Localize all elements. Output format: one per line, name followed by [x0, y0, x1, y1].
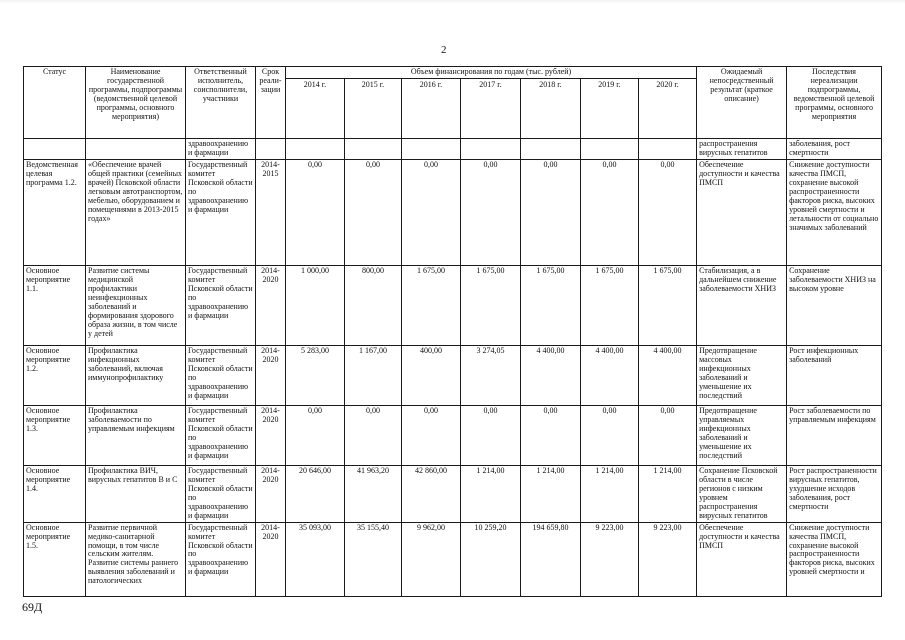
row-value: 194 659,80: [521, 522, 581, 596]
row-value: 0,00: [402, 159, 461, 265]
row-value: 1 214,00: [461, 465, 521, 522]
row-name: Профилактика заболеваемости по управляемым инфекциям: [86, 405, 186, 465]
row-result: Сохранение Псковской области в числе регионов с низким уровнем распространения вирусных гепатитов: [697, 465, 787, 522]
table-row: [24, 159, 882, 265]
row-value: 4 400,00: [581, 345, 639, 405]
row-value: 1 675,00: [639, 265, 697, 345]
row-value: 0,00: [639, 405, 697, 465]
header-year: 2014 г.: [286, 79, 345, 139]
row-value: 4 400,00: [639, 345, 697, 405]
row-value: 0,00: [461, 159, 521, 265]
row-value: 800,00: [345, 265, 402, 345]
row-value: 1 675,00: [402, 265, 461, 345]
row-value: 1 000,00: [286, 265, 345, 345]
row-value: 9 223,00: [581, 522, 639, 596]
scan-edge: [0, 0, 905, 4]
financing-table: [23, 66, 882, 597]
row-value: 35 093,00: [286, 522, 345, 596]
table-row: [24, 405, 882, 465]
row-value: 1 675,00: [461, 265, 521, 345]
row-status: Основное мероприятие 1.4.: [24, 465, 86, 522]
row-value: 42 860,00: [402, 465, 461, 522]
row-status: Основное мероприятие 1.1.: [24, 265, 86, 345]
row-value: 1 675,00: [581, 265, 639, 345]
row-value: 0,00: [345, 405, 402, 465]
row-value: 1 214,00: [639, 465, 697, 522]
row-consequences: Рост инфекционных заболеваний: [787, 345, 882, 405]
carryover-consequences: заболевания, рост смертности: [787, 139, 882, 160]
row-executor: Государственный комитет Псковской области по здравоохранению и фармации: [186, 522, 256, 596]
row-value: 5 283,00: [286, 345, 345, 405]
row-value: 0,00: [581, 405, 639, 465]
table-row: [24, 522, 882, 596]
row-value: 41 963,20: [345, 465, 402, 522]
row-value: 0,00: [639, 159, 697, 265]
row-consequences: Рост заболеваемости по управляемым инфекциям: [787, 405, 882, 465]
header-executor: Ответственный исполнитель, соисполнители, участники: [186, 67, 256, 139]
row-value: 0,00: [402, 405, 461, 465]
row-term: 2014-2020: [256, 465, 286, 522]
row-value: 0,00: [521, 405, 581, 465]
row-term: 2014-2020: [256, 405, 286, 465]
row-value: 1 167,00: [345, 345, 402, 405]
row-value: 10 259,20: [461, 522, 521, 596]
carryover-result: распространения вирусных гепатитов: [697, 139, 787, 160]
row-consequences: Сохранение заболеваемости ХНИЗ на высоком уровне: [787, 265, 882, 345]
row-result: Предотвращение управляемых инфекционных заболеваний и уменьшение их последствий: [697, 405, 787, 465]
row-name: Развитие системы медицинской профилактики неинфекционных заболеваний и формирования здорового образа жизни, в том числе у детей: [86, 265, 186, 345]
row-executor: Государственный комитет Псковской области по здравоохранению и фармации: [186, 159, 256, 265]
header-year: 2020 г.: [639, 79, 697, 139]
row-value: 35 155,40: [345, 522, 402, 596]
row-status: Основное мероприятие 1.5.: [24, 522, 86, 596]
header-financing: Объем финансирования по годам (тыс. рублей): [286, 67, 697, 79]
row-term: 2014-2020: [256, 345, 286, 405]
row-value: 0,00: [286, 159, 345, 265]
row-value: 0,00: [521, 159, 581, 265]
row-executor: Государственный комитет Псковской области по здравоохранению и фармации: [186, 345, 256, 405]
row-value: 1 214,00: [521, 465, 581, 522]
row-consequences: Снижение доступности качества ПМСП, сохранение высокой распространенности факторов риска, высоких уровней смертности и: [787, 522, 882, 596]
row-name: Профилактика ВИЧ, вирусных гепатитов В и С: [86, 465, 186, 522]
row-result: Обеспечение доступности и качества ПМСП: [697, 522, 787, 596]
row-consequences: Снижение доступности качества ПМСП, сохранение высокой распространенности факторов риска, высоких уровней смертности и летальности от социально значимых заболеваний: [787, 159, 882, 265]
row-term: 2014-2020: [256, 265, 286, 345]
header-consequences: Последствия нереализации подпрограммы, ведомственной целевой программы, основного мероприятия: [787, 67, 882, 139]
table-row: [24, 465, 882, 522]
header-status: Статус: [24, 67, 86, 139]
row-term: 2014-2020: [256, 522, 286, 596]
table-row: [24, 265, 882, 345]
row-status: Основное мероприятие 1.2.: [24, 345, 86, 405]
row-name: Развитие первичной медико-санитарной помощи, в том числе сельским жителям. Развитие системы раннего выявления заболеваний и патологических: [86, 522, 186, 596]
row-value: 0,00: [345, 159, 402, 265]
header-name: Наименование государственной программы, подпрограммы (ведомственной целевой программы, основного мероприятия): [86, 67, 186, 139]
row-result: Предотвращение массовых инфекционных заболеваний и уменьшение их последствий: [697, 345, 787, 405]
row-status: Основное мероприятие 1.3.: [24, 405, 86, 465]
row-name: Профилактика инфекционных заболеваний, включая иммунопрофилактику: [86, 345, 186, 405]
row-value: 3 274,05: [461, 345, 521, 405]
table-row: [24, 345, 882, 405]
header-year: 2015 г.: [345, 79, 402, 139]
header-result: Ожидаемый непосредственный результат (краткое описание): [697, 67, 787, 139]
row-executor: Государственный комитет Псковской области по здравоохранению и фармации: [186, 265, 256, 345]
row-value: 1 675,00: [521, 265, 581, 345]
row-name: «Обеспечение врачей общей практики (семейных врачей) Псковской области легковым автотранспортом, мебелью, оборудованием и помещениями в 2013-2015 годах»: [86, 159, 186, 265]
carryover-row: [24, 139, 882, 160]
row-consequences: Рост распространенности вирусных гепатитов, ухудшение исходов заболевания, рост смертности: [787, 465, 882, 522]
row-executor: Государственный комитет Псковской области по здравоохранению и фармации: [186, 465, 256, 522]
row-value: 9 223,00: [639, 522, 697, 596]
row-value: 0,00: [286, 405, 345, 465]
row-result: Стабилизация, а в дальнейшем снижение заболеваемости ХНИЗ: [697, 265, 787, 345]
row-executor: Государственный комитет Псковской области по здравоохранению и фармации: [186, 405, 256, 465]
row-term: 2014-2015: [256, 159, 286, 265]
row-value: 400,00: [402, 345, 461, 405]
row-value: 0,00: [461, 405, 521, 465]
row-status: Ведомственная целевая программа 1.2.: [24, 159, 86, 265]
header-year: 2016 г.: [402, 79, 461, 139]
header-year: 2019 г.: [581, 79, 639, 139]
row-value: 9 962,00: [402, 522, 461, 596]
header-term: Срок реали-зации: [256, 67, 286, 139]
row-value: 20 646,00: [286, 465, 345, 522]
carryover-executor: здравоохранению и фармации: [186, 139, 256, 160]
row-value: 0,00: [581, 159, 639, 265]
header-year: 2017 г.: [461, 79, 521, 139]
row-value: 4 400,00: [521, 345, 581, 405]
row-value: 1 214,00: [581, 465, 639, 522]
header-year: 2018 г.: [521, 79, 581, 139]
row-result: Обеспечение доступности и качества ПМСП: [697, 159, 787, 265]
page-number: 2: [441, 44, 447, 56]
footer-code: 69Д: [22, 600, 43, 614]
